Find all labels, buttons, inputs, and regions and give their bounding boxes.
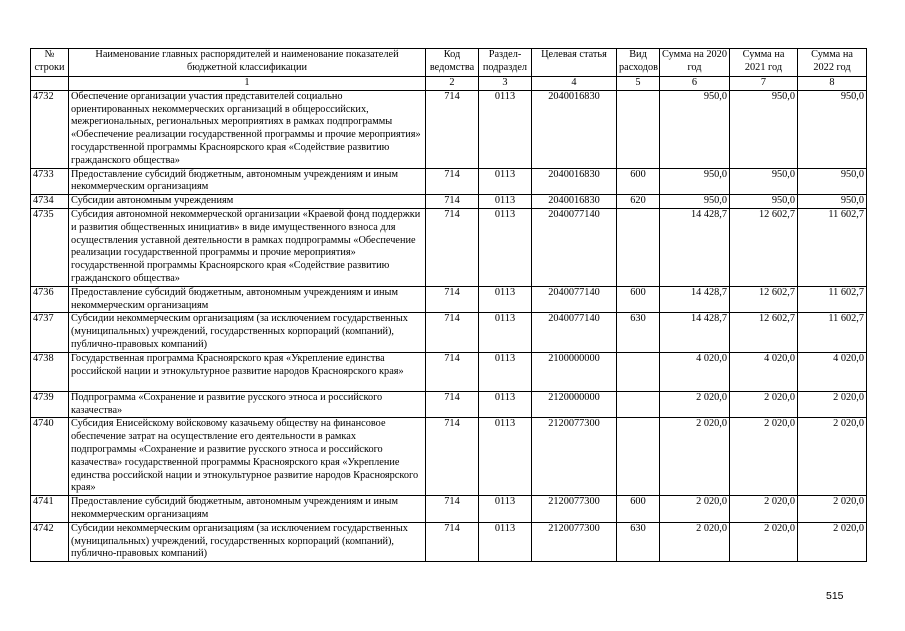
- sum-2021-cell: 2 020,0: [730, 522, 798, 561]
- sum-2021-cell: 12 602,7: [730, 208, 798, 286]
- sum-2022-cell: 4 020,0: [798, 352, 867, 391]
- section-cell: 0113: [479, 313, 532, 352]
- section-cell: 0113: [479, 352, 532, 391]
- section-cell: 0113: [479, 208, 532, 286]
- sum-2020-cell: 2 020,0: [660, 418, 730, 496]
- sum-2022-cell: 11 602,7: [798, 313, 867, 352]
- department-code-cell: 714: [426, 418, 479, 496]
- name-cell: Предоставление субсидий бюджетным, автономным учреждениям и иным некоммерческим организациям: [69, 496, 426, 523]
- name-cell: Государственная программа Красноярского края «Укрепление единства российской нации и этнокультурное развитие народов Красноярского края»: [69, 352, 426, 391]
- name-cell: Субсидия Енисейскому войсковому казачьему обществу на финансовое обеспечение затрат на осуществление его деятельности в рамках подпрограммы «Сохранение и развитие русского этноса и российского казачества» государственной программы Красноярского края «Укрепление единства российской нации и этнокультурное развитие народов Красноярского края»: [69, 418, 426, 496]
- name-cell: Предоставление субсидий бюджетным, автономным учреждениям и иным некоммерческим организациям: [69, 168, 426, 195]
- name-cell: Субсидии автономным учреждениям: [69, 195, 426, 209]
- name-cell: Субсидии некоммерческим организациям (за исключением государственных (муниципальных) учреждений, государственных корпораций (компаний), публично-правовых компаний): [69, 313, 426, 352]
- sum-2022-cell: 950,0: [798, 90, 867, 168]
- sum-2020-cell: 14 428,7: [660, 286, 730, 313]
- sum-2021-cell: 2 020,0: [730, 496, 798, 523]
- header-cell-expense-type: Вид расходов: [617, 49, 660, 77]
- column-number: 6: [660, 77, 730, 91]
- sum-2021-cell: 950,0: [730, 90, 798, 168]
- row-number-cell: 4734: [31, 195, 69, 209]
- expense-type-cell: [617, 391, 660, 418]
- expense-type-cell: 630: [617, 313, 660, 352]
- target-article-cell: 2040016830: [532, 195, 617, 209]
- section-cell: 0113: [479, 418, 532, 496]
- target-article-cell: 2120077300: [532, 418, 617, 496]
- sum-2020-cell: 4 020,0: [660, 352, 730, 391]
- sum-2020-cell: 14 428,7: [660, 208, 730, 286]
- expense-type-cell: [617, 352, 660, 391]
- department-code-cell: 714: [426, 496, 479, 523]
- department-code-cell: 714: [426, 90, 479, 168]
- section-cell: 0113: [479, 391, 532, 418]
- column-number: 5: [617, 77, 660, 91]
- header-row: [31, 49, 867, 77]
- sum-2021-cell: 950,0: [730, 168, 798, 195]
- target-article-cell: 2100000000: [532, 352, 617, 391]
- header-cell-sum-2022: Сумма на 2022 год: [798, 49, 867, 77]
- name-cell: Подпрограмма «Сохранение и развитие русского этноса и российского казачества»: [69, 391, 426, 418]
- column-number: 8: [798, 77, 867, 91]
- section-cell: 0113: [479, 195, 532, 209]
- sum-2022-cell: 950,0: [798, 168, 867, 195]
- table-row: [31, 286, 867, 313]
- header-cell-sum-2020: Сумма на 2020 год: [660, 49, 730, 77]
- table-row: [31, 418, 867, 496]
- target-article-cell: 2040077140: [532, 313, 617, 352]
- header-cell-department-code: Код ведомства: [426, 49, 479, 77]
- column-number: [31, 77, 69, 91]
- sum-2022-cell: 11 602,7: [798, 208, 867, 286]
- row-number-cell: 4733: [31, 168, 69, 195]
- table-row: [31, 391, 867, 418]
- sum-2021-cell: 12 602,7: [730, 286, 798, 313]
- sum-2020-cell: 2 020,0: [660, 391, 730, 418]
- target-article-cell: 2120077300: [532, 496, 617, 523]
- section-cell: 0113: [479, 168, 532, 195]
- table-row: [31, 90, 867, 168]
- header-cell-target-article: Целевая статья: [532, 49, 617, 77]
- target-article-cell: 2040077140: [532, 208, 617, 286]
- row-number-cell: 4735: [31, 208, 69, 286]
- table-row: [31, 352, 867, 391]
- sum-2022-cell: 2 020,0: [798, 418, 867, 496]
- expense-type-cell: 600: [617, 286, 660, 313]
- column-number-row: [31, 77, 867, 91]
- column-number: 7: [730, 77, 798, 91]
- department-code-cell: 714: [426, 208, 479, 286]
- sum-2020-cell: 14 428,7: [660, 313, 730, 352]
- expense-type-cell: 600: [617, 168, 660, 195]
- header-cell-section: Раздел-подраздел: [479, 49, 532, 77]
- header-cell-name: Наименование главных распорядителей и наименование показателей бюджетной классификации: [69, 49, 426, 77]
- expense-type-cell: [617, 418, 660, 496]
- name-cell: Субсидии некоммерческим организациям (за исключением государственных (муниципальных) учреждений, государственных корпораций (компаний), публично-правовых компаний): [69, 522, 426, 561]
- header-cell-row-number: № строки: [31, 49, 69, 77]
- table-row: [31, 168, 867, 195]
- sum-2020-cell: 2 020,0: [660, 522, 730, 561]
- table-row: [31, 522, 867, 561]
- sum-2020-cell: 950,0: [660, 90, 730, 168]
- section-cell: 0113: [479, 90, 532, 168]
- expense-type-cell: 600: [617, 496, 660, 523]
- row-number-cell: 4739: [31, 391, 69, 418]
- column-number: 4: [532, 77, 617, 91]
- sum-2021-cell: 12 602,7: [730, 313, 798, 352]
- table-row: [31, 195, 867, 209]
- column-number: 1: [69, 77, 426, 91]
- section-cell: 0113: [479, 496, 532, 523]
- expense-type-cell: 620: [617, 195, 660, 209]
- row-number-cell: 4736: [31, 286, 69, 313]
- row-number-cell: 4738: [31, 352, 69, 391]
- target-article-cell: 2120077300: [532, 522, 617, 561]
- sum-2022-cell: 2 020,0: [798, 391, 867, 418]
- row-number-cell: 4741: [31, 496, 69, 523]
- header-cell-sum-2021: Сумма на 2021 год: [730, 49, 798, 77]
- budget-table: [30, 48, 867, 562]
- expense-type-cell: [617, 90, 660, 168]
- column-number: 3: [479, 77, 532, 91]
- table-row: [31, 496, 867, 523]
- target-article-cell: 2040016830: [532, 90, 617, 168]
- sum-2021-cell: 2 020,0: [730, 418, 798, 496]
- department-code-cell: 714: [426, 313, 479, 352]
- name-cell: Обеспечение организации участия представителей социально ориентированных некоммерческих организаций в общероссийских, межрегиональных, региональных мероприятиях в рамках подпрограммы «Обеспечение реализации государственной программы и прочие мероприятия» государственной программы Красноярского края «Содействие развитию гражданского общества»: [69, 90, 426, 168]
- department-code-cell: 714: [426, 286, 479, 313]
- section-cell: 0113: [479, 522, 532, 561]
- row-number-cell: 4740: [31, 418, 69, 496]
- row-number-cell: 4737: [31, 313, 69, 352]
- department-code-cell: 714: [426, 195, 479, 209]
- target-article-cell: 2040016830: [532, 168, 617, 195]
- row-number-cell: 4732: [31, 90, 69, 168]
- sum-2022-cell: 11 602,7: [798, 286, 867, 313]
- name-cell: Субсидия автономной некоммерческой организации «Краевой фонд поддержки и развития общественных инициатив» в виде имущественного взноса для осуществления уставной деятельности в рамках подпрограммы «Обеспечение реализации государственной программы и прочие мероприятия» государственной программы Красноярского края «Содействие развитию гражданского общества»: [69, 208, 426, 286]
- department-code-cell: 714: [426, 352, 479, 391]
- expense-type-cell: 630: [617, 522, 660, 561]
- name-cell: Предоставление субсидий бюджетным, автономным учреждениям и иным некоммерческим организациям: [69, 286, 426, 313]
- sum-2022-cell: 2 020,0: [798, 522, 867, 561]
- department-code-cell: 714: [426, 522, 479, 561]
- sum-2020-cell: 950,0: [660, 195, 730, 209]
- sum-2022-cell: 2 020,0: [798, 496, 867, 523]
- sum-2020-cell: 950,0: [660, 168, 730, 195]
- target-article-cell: 2120000000: [532, 391, 617, 418]
- sum-2021-cell: 4 020,0: [730, 352, 798, 391]
- department-code-cell: 714: [426, 391, 479, 418]
- sum-2020-cell: 2 020,0: [660, 496, 730, 523]
- table-row: [31, 313, 867, 352]
- column-number: 2: [426, 77, 479, 91]
- table-row: [31, 208, 867, 286]
- target-article-cell: 2040077140: [532, 286, 617, 313]
- sum-2022-cell: 950,0: [798, 195, 867, 209]
- row-number-cell: 4742: [31, 522, 69, 561]
- section-cell: 0113: [479, 286, 532, 313]
- sum-2021-cell: 2 020,0: [730, 391, 798, 418]
- expense-type-cell: [617, 208, 660, 286]
- department-code-cell: 714: [426, 168, 479, 195]
- page-number: 515: [826, 590, 844, 602]
- sum-2021-cell: 950,0: [730, 195, 798, 209]
